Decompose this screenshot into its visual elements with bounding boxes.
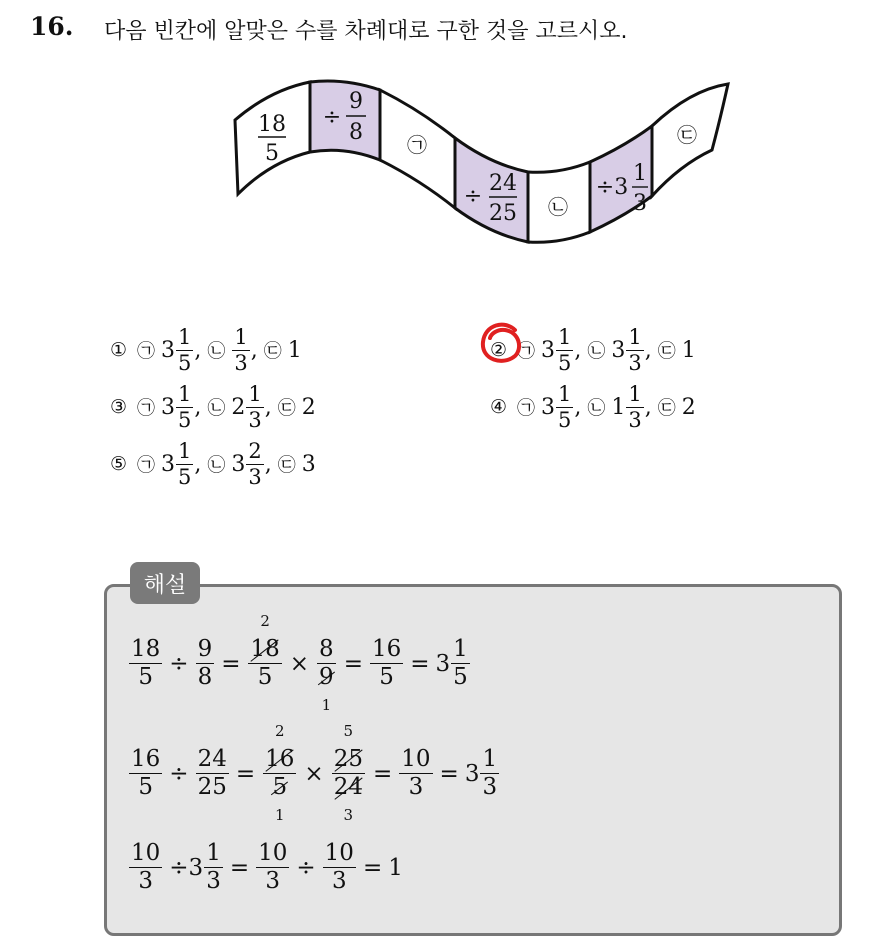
strip-cell-1	[235, 82, 310, 194]
cell4-numerator: 24	[489, 171, 517, 196]
cell1-denominator: 5	[265, 141, 279, 166]
explanation-line-1: $\frac{18}{5}$ ÷ $\frac{9}{8}$ = 18 5 2 × 8 9 1 = $\frac{16}{5}$ = 3 1 5	[131, 612, 468, 714]
cell2-denominator: 8	[349, 120, 363, 145]
cell5-label: ㉡	[548, 195, 568, 219]
question-text: 다음 빈칸에 알맞은 수를 차례대로 구한 것을 고르시오.	[104, 19, 628, 44]
cell6-denominator: 3	[633, 191, 647, 216]
cell7-label: ㉢	[677, 123, 697, 147]
cell4-operator: ÷	[463, 184, 483, 209]
cancelled-fraction: 25 24 5 3	[333, 722, 363, 824]
answer-circle-mark	[475, 318, 527, 370]
cancelled-fraction: 8 9 1	[319, 636, 334, 714]
cell2-operator: ÷	[322, 105, 342, 130]
choice-4[interactable]: ④ ㉠ 3 1 5 , ㉡ 1 1 3 , ㉢ 2	[490, 381, 696, 432]
cancelled-fraction: 16 5 2 1	[265, 722, 295, 824]
question-number: 16.	[30, 12, 74, 41]
cell3-label: ㉠	[407, 133, 427, 157]
choice-1[interactable]: ① ㉠ 3 1 5 , ㉡ 1 3 , ㉢ 1	[110, 324, 302, 375]
explanation-title: 해설	[130, 562, 200, 604]
strip-cells	[235, 81, 728, 242]
strip-cell-2	[310, 81, 380, 160]
cancelled-fraction: 18 5 2	[250, 612, 280, 690]
explanation-line-2: $\frac{16}{5}$ ÷ $\frac{24}{25}$ = 16 5 2 1 × 25 24 5 3 = $\frac{10}{3}$ = 3 1 3	[131, 722, 498, 824]
choice-3[interactable]: ③ ㉠ 3 1 5 , ㉡ 2 1 3 , ㉢ 2	[110, 381, 316, 432]
cell6-operator: ÷3	[595, 175, 629, 200]
choice-5[interactable]: ⑤ ㉠ 3 1 5 , ㉡ 3 2 3 , ㉢ 3	[110, 438, 316, 489]
choice-2[interactable]: ② ㉠ 3 1 5 , ㉡ 3 1 3 , ㉢ 1	[490, 324, 696, 375]
cell6-numerator: 1	[633, 161, 647, 186]
cell4-denominator: 25	[489, 201, 517, 226]
explanation-line-3: $\frac{10}{3}$ ÷3 $\frac{1}{3}$ = $\frac{10}{3}$ ÷ $\frac{10}{3}$ = 1	[131, 840, 403, 894]
fraction-strip-diagram	[230, 70, 740, 252]
cell2-numerator: 9	[349, 89, 363, 114]
cell1-numerator: 18	[258, 112, 286, 137]
